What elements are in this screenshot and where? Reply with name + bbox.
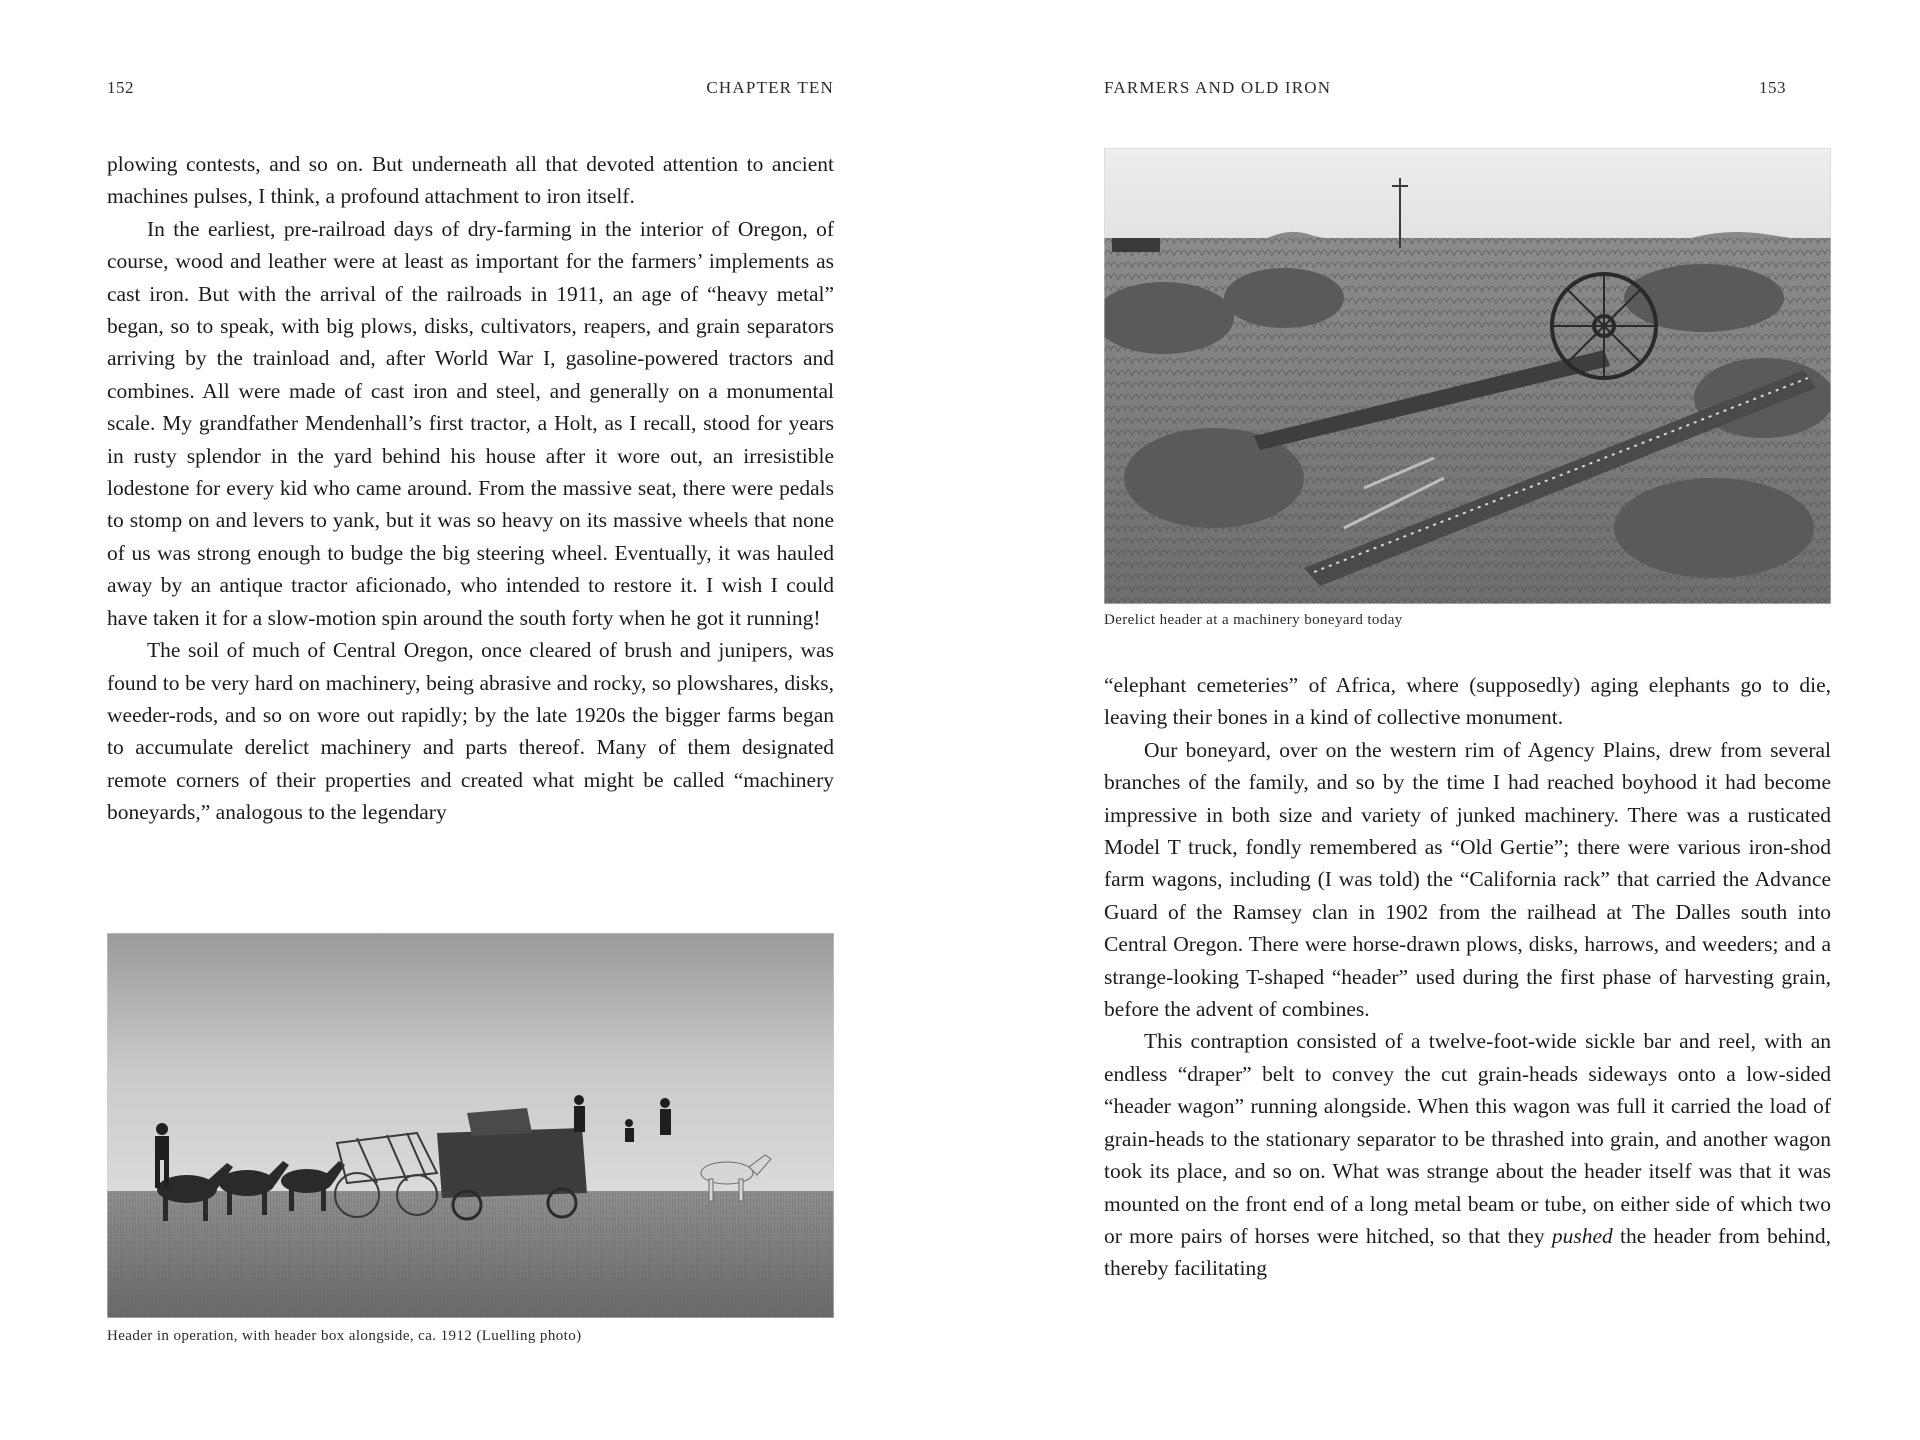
paragraph: The soil of much of Central Oregon, once cleared of brush and junipers, was found to be very hard on machinery, being abrasive and rocky, so plowshares, disks, weeder-rods, and so on wore out rapidly; by the late 1920s the bigger farms began to accumulate derelict machinery and parts thereof. Many of them designated remote corners of their properties and created what might be called “machinery boneyards,” analogous to the legendary <box>107 638 834 825</box>
paragraph: “elephant cemeteries” of Africa, where (supposedly) aging elephants go to die, leaving their bones in a kind of collective monument. <box>1104 673 1831 730</box>
page-number: 152 <box>107 78 134 97</box>
paragraph-text: This contraption consisted of a twelve-foot-wide sickle bar and reel, with an endless “draper” belt to convey the cut grain-heads sideways onto a low-sided “header wagon” running alongside. When this wagon was full it carried the load of grain-heads to the stationary separator to be thrashed into grain, and another wagon took its place, and so on. What was strange about the header itself was that it was mounted on the front end of a long metal beam or tube, on either side of which two or more pairs of horses were hitched, so that they <box>1104 1029 1831 1248</box>
historic-harvest-image <box>107 933 834 1318</box>
figure-caption: Derelict header at a machinery boneyard today <box>1104 612 1403 628</box>
right-page <box>960 0 1920 1440</box>
running-head: CHAPTER TEN <box>706 78 834 97</box>
paragraph <box>1104 1025 1831 1284</box>
derelict-header-photo <box>1104 148 1831 604</box>
left-body-text <box>107 148 834 829</box>
right-body-text <box>1104 669 1831 1285</box>
header-operation-photo <box>107 933 834 1318</box>
paragraph: plowing contests, and so on. But underneath all that devoted attention to ancient machines pulses, I think, a profound attachment to iron itself. <box>107 152 834 209</box>
boneyard-image <box>1104 148 1831 604</box>
emphasis-text: pushed <box>1551 1223 1613 1248</box>
running-head: FARMERS AND OLD IRON <box>1104 78 1332 97</box>
paragraph: Our boneyard, over on the western rim of Agency Plains, drew from several branches of the family, and so by the time I had reached boyhood it had become impressive in both size and variety of junked machinery. There was a rusticated Model T truck, fondly remembered as “Old Gertie”; there were various iron-shod farm wagons, including (I was told) the “California rack” that carried the Advance Guard of the Ramsey clan in 1902 from the railhead at The Dalles south into Central Oregon. There were horse-drawn plows, disks, harrows, and weeders; and a strange-looking T-shaped “header” used during the first phase of harvesting grain, before the advent of combines. <box>1104 737 1831 1022</box>
page-number: 153 <box>1759 78 1786 97</box>
paragraph: In the earliest, pre-railroad days of dry-farming in the interior of Oregon, of course, wood and leather were at least as important for the farmers’ implements as cast iron. But with the arrival of the railroads in 1911, an age of “heavy metal” began, so to speak, with big plows, disks, cultivators, reapers, and grain separators arriving by the trainload and, after World War I, gasoline-powered tractors and combines. All were made of cast iron and steel, and generally on a monumental scale. My grandfather Mendenhall’s first tractor, a Holt, as I recall, stood for years in rusty splendor in the yard behind his house after it wore out, an irresistible lodestone for every kid who came around. From the massive seat, there were pedals to stomp on and levers to yank, but it was so heavy on its massive wheels that none of us was strong enough to budge the big steering wheel. Eventually, it was hauled away by an antique tractor aficionado, who intended to restore it. I wish I could have taken it for a slow-motion spin around the south forty when he got it running! <box>107 216 834 630</box>
paragraph-text: the header from behind, thereby facilitating <box>1104 1223 1831 1281</box>
figure-caption: Header in operation, with header box alongside, ca. 1912 (Luelling photo) <box>107 1328 582 1344</box>
